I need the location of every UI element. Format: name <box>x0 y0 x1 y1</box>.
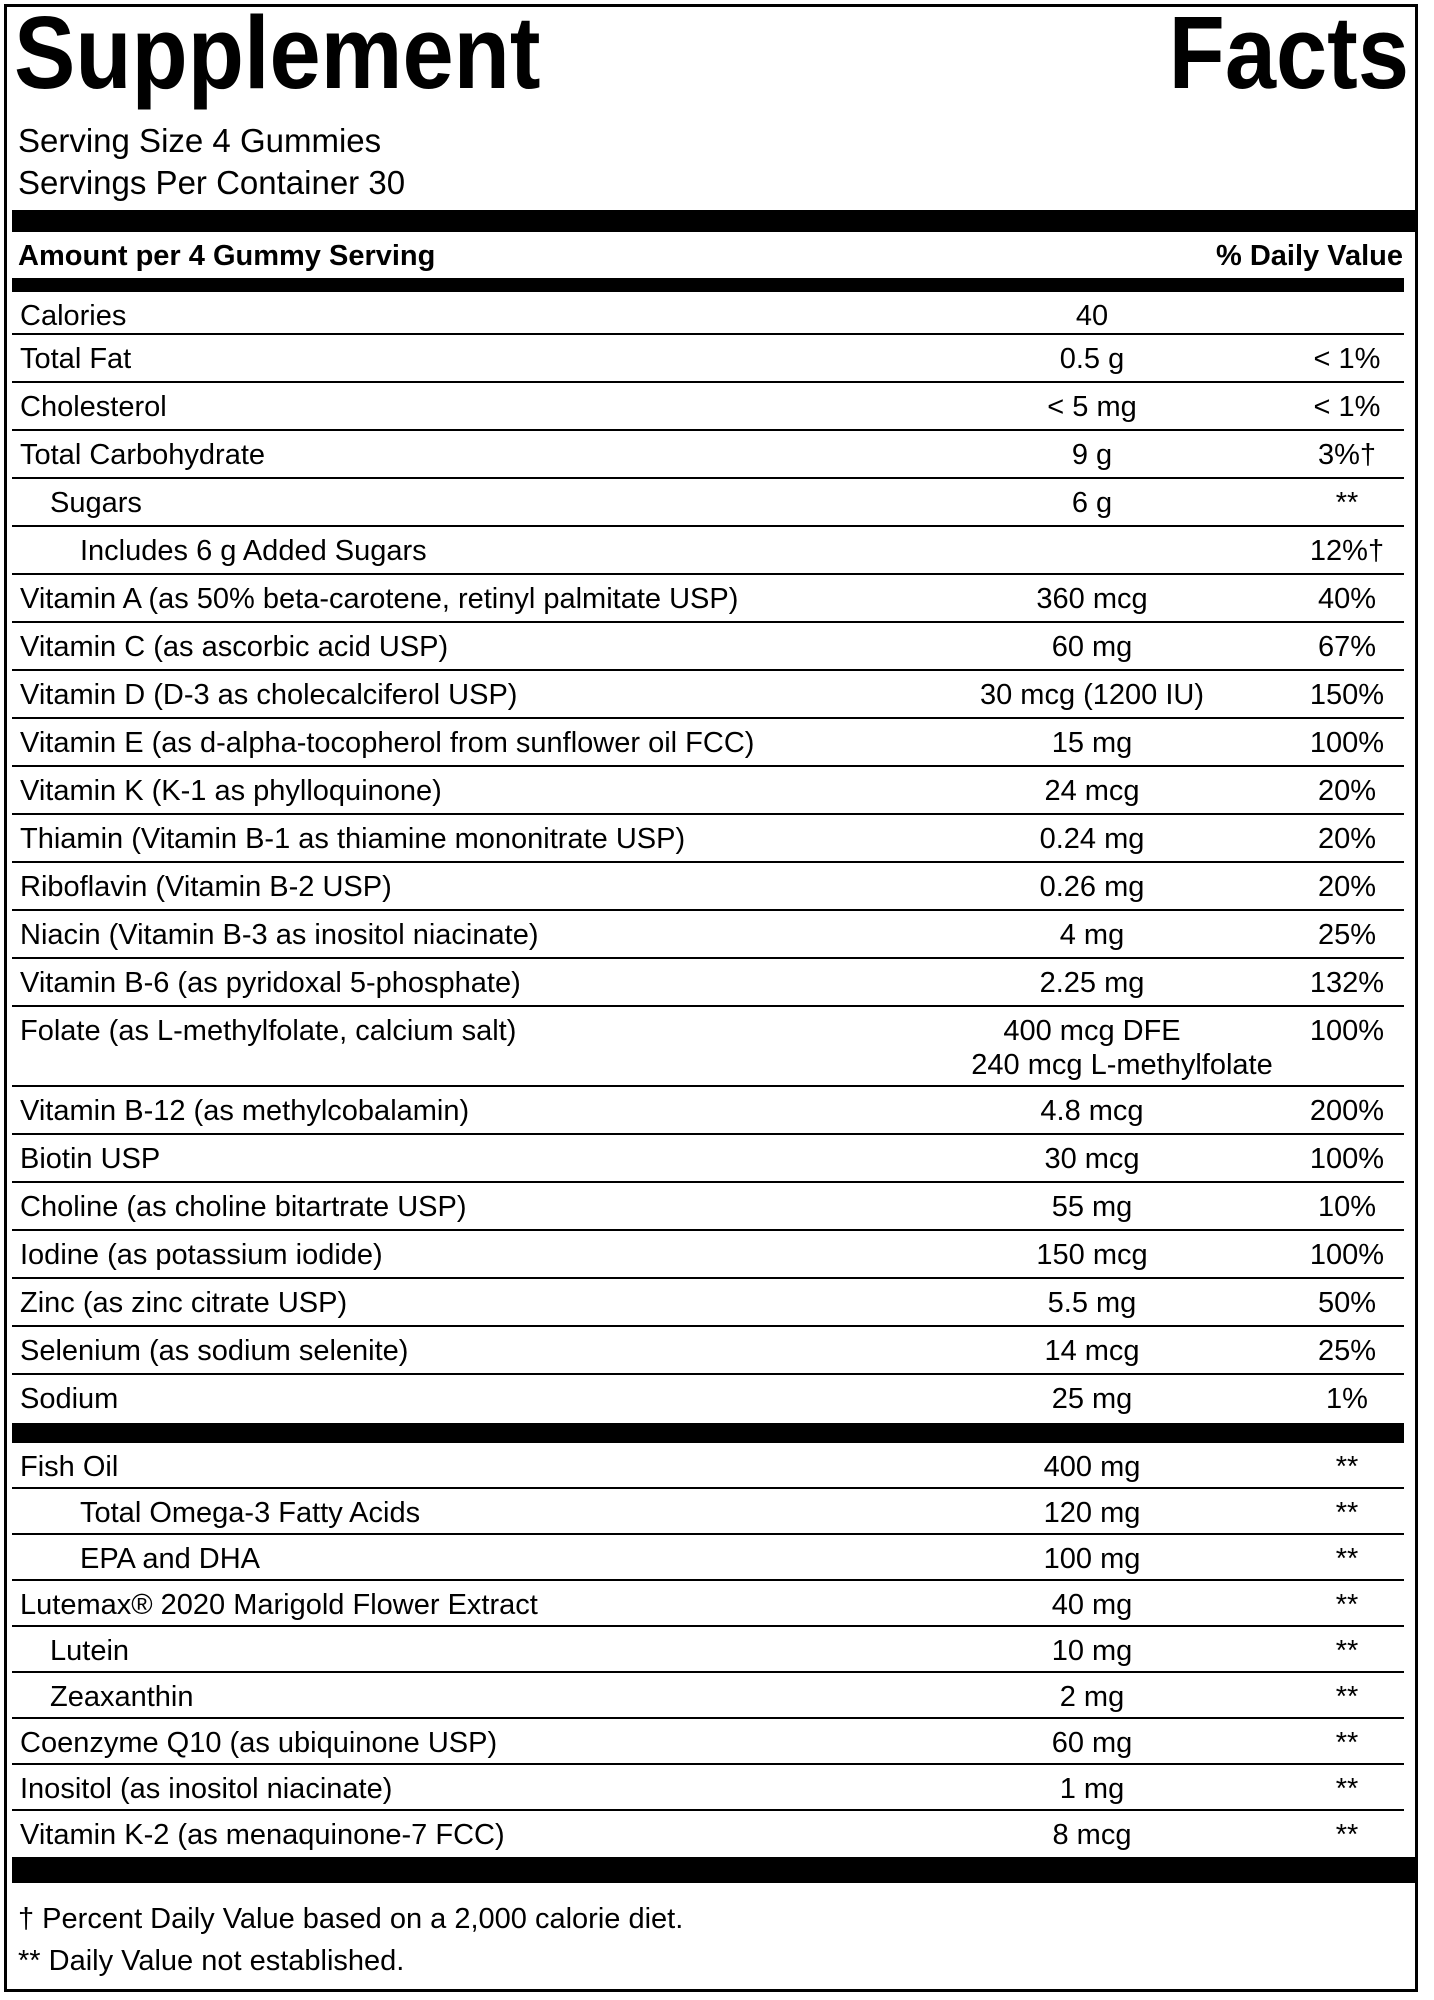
daily-value-percent: ** <box>1335 1727 1359 1759</box>
nutrient-amount: 4.8 mcg <box>1040 1095 1144 1127</box>
nutrient-amount: 25 mg <box>1051 1383 1133 1415</box>
daily-value-percent: ** <box>1335 1497 1359 1529</box>
nutrient-name: Vitamin B-6 (as pyridoxal 5-phosphate) <box>20 967 521 999</box>
nutrient-amount: 10 mg <box>1051 1635 1133 1667</box>
nutrient-name: EPA and DHA <box>80 1543 261 1575</box>
nutrient-amount: 150 mcg <box>1036 1239 1148 1271</box>
daily-value-percent: 20% <box>1317 823 1377 855</box>
nutrient-name: Includes 6 g Added Sugars <box>80 535 427 567</box>
daily-value-percent: 10% <box>1317 1191 1377 1223</box>
medium-divider <box>12 278 1404 292</box>
nutrient-name: Vitamin C (as ascorbic acid USP) <box>20 631 449 663</box>
nutrient-name: Fish Oil <box>20 1451 119 1483</box>
nutrient-name: Niacin (Vitamin B-3 as inositol niacinate) <box>20 919 539 951</box>
nutrient-amount: 5.5 mg <box>1047 1287 1137 1319</box>
nutrient-name: Thiamin (Vitamin B-1 as thiamine mononitrate USP) <box>20 823 686 855</box>
table-row <box>12 911 1404 959</box>
nutrient-amount: 60 mg <box>1051 631 1133 663</box>
nutrient-amount: 40 mg <box>1051 1589 1133 1621</box>
nutrient-amount: 400 mcg DFE <box>1003 1015 1181 1047</box>
daily-value-percent: 12%† <box>1309 535 1385 567</box>
nutrient-name: Vitamin A (as 50% beta-carotene, retinyl palmitate USP) <box>20 583 739 615</box>
daily-value-percent: 50% <box>1317 1287 1377 1319</box>
table-row <box>12 1327 1404 1375</box>
nutrient-amount: 400 mg <box>1043 1451 1141 1483</box>
nutrient-name: Lutein <box>50 1635 130 1667</box>
table-row <box>12 575 1404 623</box>
table-row <box>12 1719 1404 1765</box>
nutrient-name: Vitamin B-12 (as methylcobalamin) <box>20 1095 470 1127</box>
nutrient-amount: 24 mcg <box>1044 775 1140 807</box>
page-title <box>14 0 1409 111</box>
title-word-1: Supplement <box>14 0 541 111</box>
table-row <box>12 1765 1404 1811</box>
nutrient-amount: 30 mcg (1200 IU) <box>979 679 1205 711</box>
nutrient-amount: 60 mg <box>1051 1727 1133 1759</box>
table-row <box>12 527 1404 575</box>
nutrient-amount: 6 g <box>1071 487 1113 519</box>
nutrient-amount: 30 mcg <box>1044 1143 1140 1175</box>
daily-value-percent: 3%† <box>1317 439 1377 471</box>
nutrient-name: Sodium <box>20 1383 119 1415</box>
daily-value-percent: ** <box>1335 1589 1359 1621</box>
table-row <box>12 1627 1404 1673</box>
nutrient-name: Inositol (as inositol niacinate) <box>20 1773 393 1805</box>
table-row <box>12 292 1404 335</box>
nutrient-amount: 2 mg <box>1059 1681 1125 1713</box>
nutrient-name: Vitamin K-2 (as menaquinone-7 FCC) <box>20 1819 505 1851</box>
table-row <box>12 671 1404 719</box>
title-word-2: Facts <box>1168 0 1409 111</box>
nutrient-name: Calories <box>20 300 127 332</box>
thick-divider-middle <box>12 1423 1404 1443</box>
table-row <box>12 1231 1404 1279</box>
table-row <box>12 1183 1404 1231</box>
table-row <box>12 1673 1404 1719</box>
daily-value-percent: 100% <box>1309 1239 1385 1271</box>
nutrient-name: Total Fat <box>20 343 132 375</box>
nutrient-amount: 8 mcg <box>1052 1819 1132 1851</box>
daily-value-percent: ** <box>1335 1681 1359 1713</box>
table-row <box>12 959 1404 1007</box>
table-row <box>12 335 1404 383</box>
nutrient-amount: 120 mg <box>1043 1497 1141 1529</box>
table-row <box>12 1443 1404 1489</box>
nutrient-amount: 15 mg <box>1051 727 1133 759</box>
daily-value-percent: 20% <box>1317 775 1377 807</box>
nutrient-name: Biotin USP <box>20 1143 161 1175</box>
nutrient-name: Folate (as L-methylfolate, calcium salt) <box>20 1015 517 1047</box>
nutrient-amount: 0.5 g <box>1059 343 1125 375</box>
nutrient-amount: 4 mg <box>1059 919 1125 951</box>
nutrient-name: Sugars <box>50 487 142 519</box>
serving-size: Serving Size 4 Gummies <box>18 122 382 159</box>
table-row <box>12 383 1404 431</box>
nutrient-name: Vitamin E (as d-alpha-tocopherol from sunflower oil FCC) <box>20 727 755 759</box>
nutrient-name: Lutemax® 2020 Marigold Flower Extract <box>20 1589 538 1621</box>
nutrient-name: Zeaxanthin <box>50 1681 194 1713</box>
daily-value-percent: < 1% <box>1313 343 1381 375</box>
daily-value-percent: < 1% <box>1313 391 1381 423</box>
nutrient-amount: 40 <box>1075 300 1109 332</box>
daily-value-percent: ** <box>1335 487 1359 519</box>
daily-value-percent: ** <box>1335 1635 1359 1667</box>
table-row <box>12 815 1404 863</box>
thick-divider-top <box>12 210 1416 232</box>
nutrient-name: Coenzyme Q10 (as ubiquinone USP) <box>20 1727 498 1759</box>
daily-value-percent: 67% <box>1317 631 1377 663</box>
table-row <box>12 1375 1404 1421</box>
table-row <box>12 1535 1404 1581</box>
nutrient-name: Zinc (as zinc citrate USP) <box>20 1287 348 1319</box>
nutrient-name: Vitamin D (D-3 as cholecalciferol USP) <box>20 679 518 711</box>
nutrient-name: Riboflavin (Vitamin B-2 USP) <box>20 871 392 903</box>
daily-value-percent: 25% <box>1317 1335 1377 1367</box>
daily-value-percent: 20% <box>1317 871 1377 903</box>
daily-value-percent: 25% <box>1317 919 1377 951</box>
nutrient-amount: 9 g <box>1071 439 1113 471</box>
thick-divider-bottom <box>12 1857 1416 1883</box>
nutrient-amount: 2.25 mg <box>1039 967 1145 999</box>
table-row <box>12 431 1404 479</box>
footnote-not-established: ** Daily Value not established. <box>18 1945 405 1977</box>
nutrient-amount: 100 mg <box>1043 1543 1141 1575</box>
daily-value-percent: 200% <box>1309 1095 1385 1127</box>
nutrient-name: Total Omega-3 Fatty Acids <box>80 1497 421 1529</box>
amount-per-serving-label: Amount per 4 Gummy Serving <box>18 240 436 272</box>
table-row <box>12 863 1404 911</box>
table-row <box>12 479 1404 527</box>
servings-per-container: Servings Per Container 30 <box>18 164 406 201</box>
footnote-dagger: † Percent Daily Value based on a 2,000 calorie diet. <box>18 1903 684 1935</box>
daily-value-percent: ** <box>1335 1819 1359 1851</box>
daily-value-label: % Daily Value <box>1216 240 1403 272</box>
nutrient-name: Vitamin K (K-1 as phylloquinone) <box>20 775 442 807</box>
daily-value-percent: 100% <box>1309 1015 1385 1047</box>
table-row <box>12 1489 1404 1535</box>
table-row <box>12 1135 1404 1183</box>
nutrient-amount: 1 mg <box>1059 1773 1125 1805</box>
table-row <box>12 767 1404 815</box>
nutrient-amount: 55 mg <box>1051 1191 1133 1223</box>
table-row <box>12 1581 1404 1627</box>
daily-value-percent: 100% <box>1309 1143 1385 1175</box>
nutrient-name: Choline (as choline bitartrate USP) <box>20 1191 467 1223</box>
daily-value-percent: 132% <box>1309 967 1385 999</box>
nutrient-name: Cholesterol <box>20 391 167 423</box>
table-row <box>12 1279 1404 1327</box>
nutrient-amount: 0.26 mg <box>1039 871 1145 903</box>
nutrient-amount: 0.24 mg <box>1039 823 1145 855</box>
table-row <box>12 719 1404 767</box>
nutrient-amount: 14 mcg <box>1044 1335 1140 1367</box>
daily-value-percent: ** <box>1335 1773 1359 1805</box>
daily-value-percent: 1% <box>1326 1383 1368 1415</box>
table-row <box>12 1087 1404 1135</box>
daily-value-percent: 100% <box>1309 727 1385 759</box>
daily-value-percent: ** <box>1335 1543 1359 1575</box>
daily-value-percent: 150% <box>1309 679 1385 711</box>
nutrient-name: Total Carbohydrate <box>20 439 266 471</box>
table-row <box>12 623 1404 671</box>
column-header <box>18 240 1403 273</box>
nutrient-name: Iodine (as potassium iodide) <box>20 1239 383 1271</box>
daily-value-percent: ** <box>1335 1451 1359 1483</box>
nutrient-amount-secondary: 240 mcg L-methylfolate <box>971 1049 1273 1081</box>
nutrient-amount: 360 mcg <box>1036 583 1148 615</box>
nutrient-name: Selenium (as sodium selenite) <box>20 1335 409 1367</box>
table-row <box>12 1007 1404 1087</box>
nutrient-amount: < 5 mg <box>1047 391 1137 423</box>
table-row <box>12 1811 1404 1855</box>
daily-value-percent: 40% <box>1317 583 1377 615</box>
